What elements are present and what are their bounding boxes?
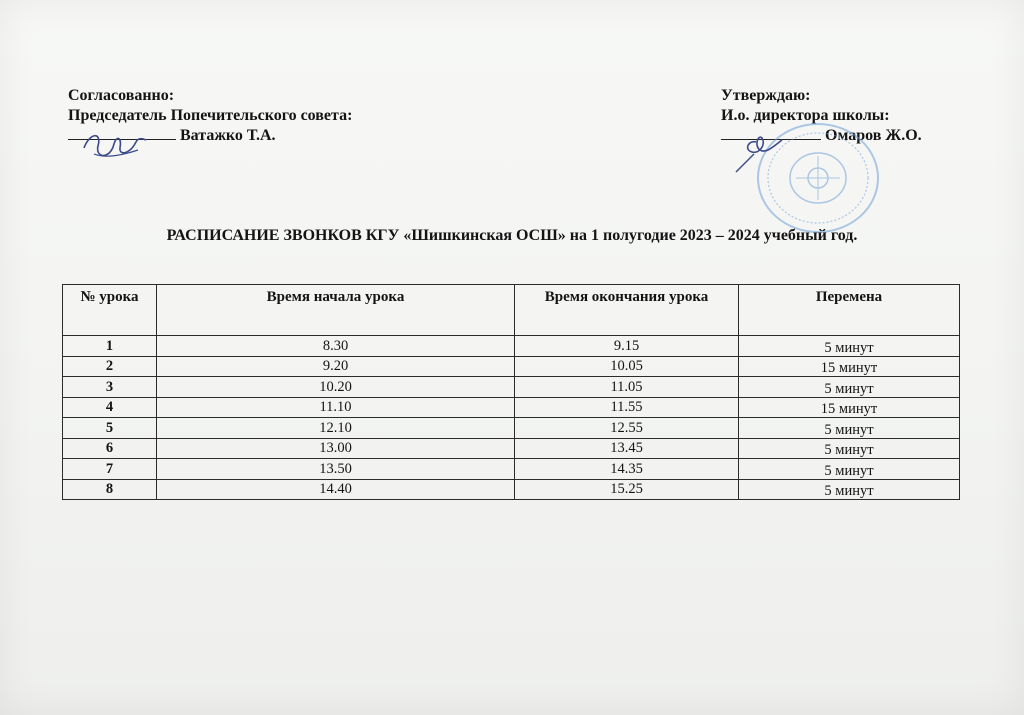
start-time: 10.20 — [157, 377, 515, 398]
end-time: 10.05 — [515, 356, 739, 377]
header-lesson-number: № урока — [63, 285, 157, 336]
break-duration: 15 минут — [739, 397, 960, 418]
signature-line — [721, 139, 821, 140]
end-time: 13.45 — [515, 438, 739, 459]
lesson-number: 3 — [63, 377, 157, 398]
lesson-number: 2 — [63, 356, 157, 377]
table-row — [63, 438, 960, 459]
bell-schedule-table — [62, 284, 960, 500]
start-time: 12.10 — [157, 418, 515, 439]
table-row — [63, 397, 960, 418]
approval-right-signature-row — [721, 126, 922, 146]
lesson-number: 8 — [63, 479, 157, 500]
break-duration: 5 минут — [739, 336, 960, 357]
break-duration: 5 минут — [739, 418, 960, 439]
table-row — [63, 479, 960, 500]
break-duration: 5 минут — [739, 479, 960, 500]
table-row — [63, 459, 960, 480]
end-time: 12.55 — [515, 418, 739, 439]
table-row — [63, 377, 960, 398]
break-duration: 5 минут — [739, 438, 960, 459]
table-row — [63, 356, 960, 377]
start-time: 13.50 — [157, 459, 515, 480]
table-row — [63, 418, 960, 439]
header-start-time: Время начала урока — [157, 285, 515, 336]
break-duration: 5 минут — [739, 459, 960, 480]
approval-right-name: Омаров Ж.О. — [825, 127, 922, 144]
approval-right-position: И.о. директора школы: — [721, 107, 890, 124]
lesson-number: 6 — [63, 438, 157, 459]
start-time: 9.20 — [157, 356, 515, 377]
approval-left-block — [68, 86, 352, 146]
approval-left-position: Председатель Попечительского совета: — [68, 107, 353, 124]
start-time: 8.30 — [157, 336, 515, 357]
table-row — [63, 336, 960, 357]
end-time: 11.05 — [515, 377, 739, 398]
table-header-row — [63, 285, 960, 336]
approval-left-signature-row — [68, 126, 352, 146]
lesson-number: 1 — [63, 336, 157, 357]
document-title: РАСПИСАНИЕ ЗВОНКОВ КГУ «Шишкинская ОСШ» на 1 полугодие 2023 – 2024 учебный год. — [166, 227, 858, 244]
lesson-number: 4 — [63, 397, 157, 418]
approval-right-block — [721, 86, 922, 146]
approval-left-name: Ватажко Т.А. — [180, 127, 276, 144]
end-time: 9.15 — [515, 336, 739, 357]
end-time: 11.55 — [515, 397, 739, 418]
approval-right-heading: Утверждаю: — [721, 87, 811, 104]
lesson-number: 7 — [63, 459, 157, 480]
break-duration: 5 минут — [739, 377, 960, 398]
end-time: 15.25 — [515, 479, 739, 500]
header-break: Перемена — [739, 285, 960, 336]
signature-line — [68, 139, 176, 140]
start-time: 11.10 — [157, 397, 515, 418]
start-time: 13.00 — [157, 438, 515, 459]
approval-left-heading: Согласованно: — [68, 87, 175, 104]
start-time: 14.40 — [157, 479, 515, 500]
end-time: 14.35 — [515, 459, 739, 480]
break-duration: 15 минут — [739, 356, 960, 377]
header-end-time: Время окончания урока — [515, 285, 739, 336]
lesson-number: 5 — [63, 418, 157, 439]
